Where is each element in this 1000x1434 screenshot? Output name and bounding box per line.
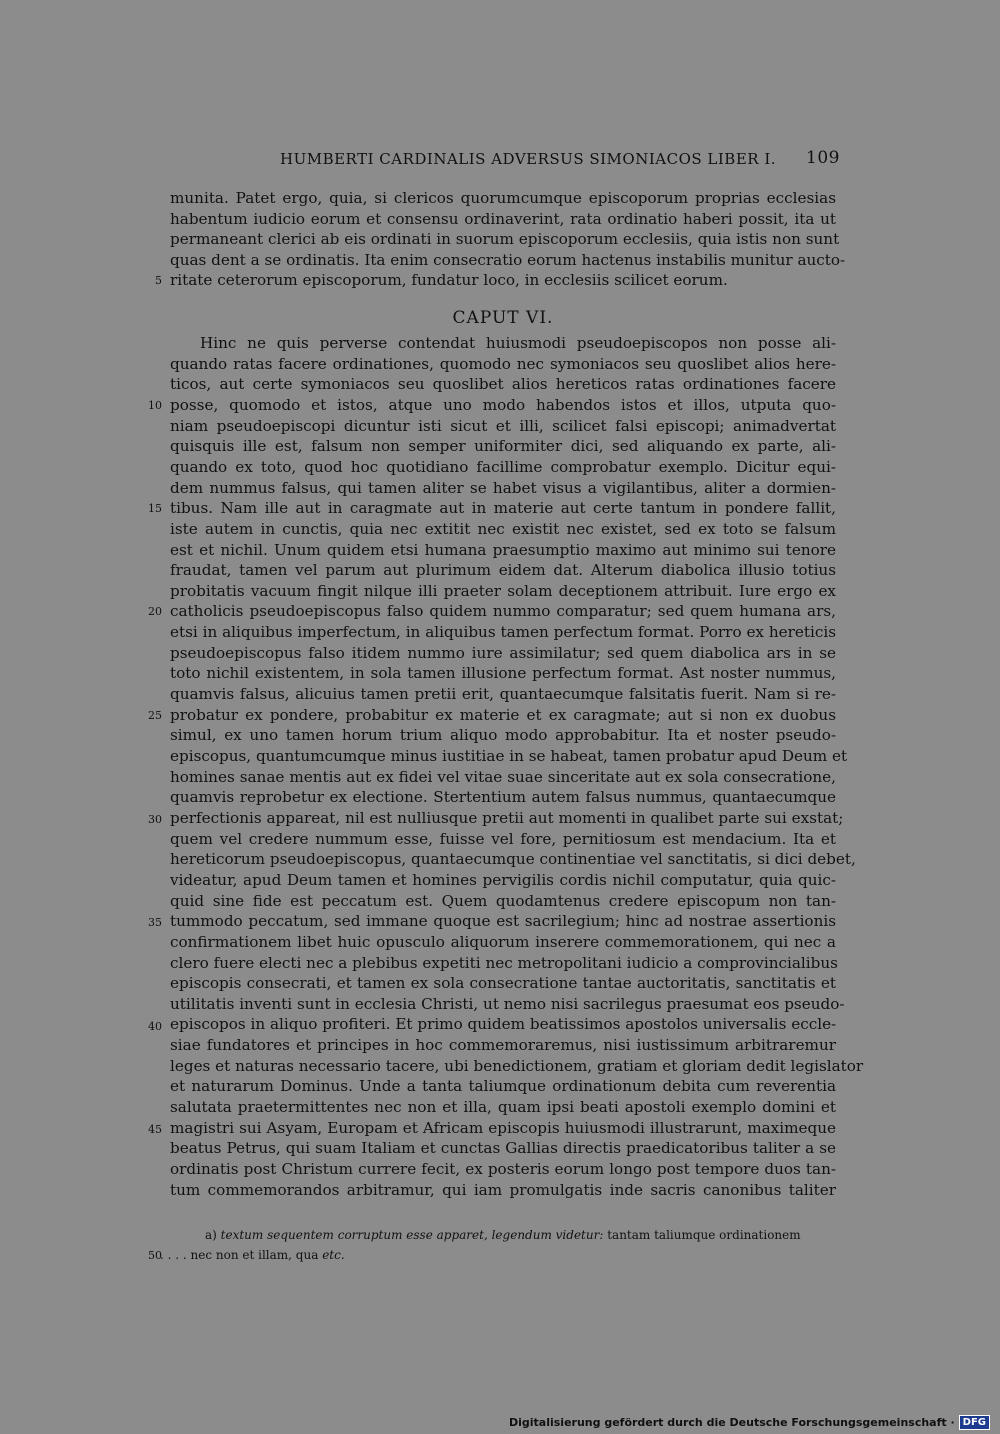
line-number: 35 xyxy=(148,916,162,929)
footnote-etc: etc. xyxy=(322,1248,345,1262)
chapter-heading: CAPUT VI. xyxy=(452,308,554,328)
text-line: ticos, aut certe symoniacos seu quoslibet alios hereticos ratas ordinationes facere xyxy=(170,375,836,394)
text-line: perfectionis appareat, nil est nulliusque pretii aut momenti in qualibet parte sui exstat; xyxy=(170,808,844,827)
text-line: episcopus, quantumcumque minus iustitiae in se habeat, tamen probatur apud Deum et xyxy=(170,747,848,765)
text-line: habentum iudicio eorum et consensu ordinaverint, rata ordinatio haberi possit, ita ut xyxy=(170,209,836,228)
line-number: 25 xyxy=(148,709,162,722)
page-header xyxy=(280,150,840,172)
text-line: confirmationem libet huic opusculo aliquorum inserere commemorationem, qui nec a xyxy=(170,932,836,951)
line-number: 20 xyxy=(148,605,162,618)
text-line: clero fuere electi nec a plebibus expetiti nec metropolitani iudicio a comprovincialibus xyxy=(170,953,838,972)
text-line: videatur, apud Deum tamen et homines pervigilis cordis nichil computatur, quia quic- xyxy=(170,870,836,889)
text-line: leges et naturas necessario tacere, ubi benedictionem, gratiam et gloriam dedit legislator xyxy=(170,1056,864,1075)
text-line: quid sine fide est peccatum est. Quem quodamtenus credere episcopum non tan- xyxy=(170,891,836,910)
text-line: homines sanae mentis aut ex fidei vel vitae suae sinceritate aut ex sola consecratione, xyxy=(170,767,836,786)
footnote-marker: a) xyxy=(205,1228,217,1242)
text-line: fraudat, tamen vel parum aut plurimum eidem dat. Alterum diabolica illusio totius xyxy=(170,561,836,580)
text-line: quisquis ille est, falsum non semper uniformiter dici, sed aliquando ex parte, ali- xyxy=(170,437,836,456)
footnote-text-1: tantam taliumque ordinationem xyxy=(607,1228,801,1242)
text-line: dem nummus falsus, qui tamen aliter se habet visus a vigilantibus, aliter a dormien- xyxy=(170,478,836,497)
page-number: 109 xyxy=(806,148,840,168)
text-line: catholicis pseudoepiscopus falso quidem nummo comparatur; sed quem humana ars, xyxy=(170,602,836,621)
text-line: utilitatis inventi sunt in ecclesia Christi, ut nemo nisi sacrilegus praesumat eos pseudo- xyxy=(170,994,845,1013)
line-number: 15 xyxy=(148,502,162,515)
text-line: permaneant clerici ab eis ordinati in suorum episcoporum ecclesiis, quia istis non sunt xyxy=(170,230,840,249)
text-line: posse, quomodo et istos, atque uno modo habendos istos et illos, utputa quo- xyxy=(170,395,836,414)
line-number: 45 xyxy=(148,1123,162,1136)
text-line: magistri sui Asyam, Europam et Africam episcopis huiusmodi illustrarunt, maximeque xyxy=(170,1118,836,1137)
text-line: quando ex toto, quod hoc quotidiano facillime comprobatur exemplo. Dicitur equi- xyxy=(170,457,836,476)
text-line: Hinc ne quis perverse contendat huiusmodi pseudoepiscopos non posse ali- xyxy=(200,334,836,352)
text-line: quando ratas facere ordinationes, quomodo nec symoniacos seu quoslibet alios here- xyxy=(170,354,836,373)
text-line: ritate ceterorum episcoporum, fundatur loco, in ecclesiis scilicet eorum. xyxy=(170,271,728,290)
text-line: beatus Petrus, qui suam Italiam et cunctas Gallias directis praedicatoribus taliter a se xyxy=(170,1139,836,1158)
running-title: HUMBERTI CARDINALIS ADVERSUS SIMONIACOS LIBER I. xyxy=(280,150,777,168)
text-line: probitatis vacuum fingit nilque illi praeter solam deceptionem attribuit. Iure ergo ex xyxy=(170,581,836,600)
footnote-text-2: . . . . nec non et illam, qua xyxy=(160,1248,319,1262)
text-line: hereticorum pseudoepiscopus, quantaecumque continentiae vel sanctitatis, si dici debet, xyxy=(170,850,856,869)
text-line: episcopis consecrati, et tamen ex sola consecratione tantae auctoritatis, sanctitatis et xyxy=(170,974,836,993)
text-line: pseudoepiscopus falso itidem nummo iure assimilatur; sed quem diabolica ars in se xyxy=(170,643,836,662)
text-line: iste autem in cunctis, quia nec extitit nec existit nec existet, sed ex toto se falsum xyxy=(170,519,836,538)
text-line: munita. Patet ergo, quia, si clericos quorumcumque episcoporum proprias ecclesias xyxy=(170,189,836,207)
dfg-logo-icon: DFG xyxy=(959,1415,990,1430)
text-line: quamvis falsus, alicuius tamen pretii erit, quantaecumque falsitatis fuerit. Nam si re- xyxy=(170,685,836,704)
footnote-line-1 xyxy=(205,1226,801,1244)
line-number: 30 xyxy=(148,813,162,826)
line-number: 10 xyxy=(148,399,162,412)
text-line: probatur ex pondere, probabitur ex materie et ex caragmate; aut si non ex duobus xyxy=(170,705,836,724)
line-number: 5 xyxy=(155,274,162,287)
text-line: quas dent a se ordinatis. Ita enim consecratio eorum hactenus instabilis munitur aucto- xyxy=(170,250,846,269)
text-line: et naturarum Dominus. Unde a tanta taliumque ordinationum debita cum reverentia xyxy=(170,1077,836,1096)
text-line: quem vel credere nummum esse, fuisse vel fore, pernitiosum est mendacium. Ita et xyxy=(170,829,836,848)
text-line: est et nichil. Unum quidem etsi humana praesumptio maximo aut minimo sui tenore xyxy=(170,540,836,559)
text-line: episcopos in aliquo profiteri. Et primo quidem beatissimos apostolos universalis eccle- xyxy=(170,1015,837,1034)
text-line: tummodo peccatum, sed immane quoque est sacrilegium; hinc ad nostrae assertionis xyxy=(170,912,836,931)
text-line: tibus. Nam ille aut in caragmate aut in materie aut certe tantum in pondere fallit, xyxy=(170,499,836,518)
footnote-italic: textum sequentem corruptum esse apparet, legendum videtur: xyxy=(220,1228,604,1242)
text-line: quamvis reprobetur ex electione. Stertentium autem falsus nummus, quantaecumque xyxy=(170,788,836,807)
text-line: tum commemorandos arbitramur, qui iam promulgatis inde sacris canonibus taliter xyxy=(170,1180,836,1199)
text-line: siae fundatores et principes in hoc commemoraremus, nisi iustissimum arbitraremur xyxy=(170,1036,836,1055)
text-line: salutata praetermittentes nec non et illa, quam ipsi beati apostoli exemplo domini et xyxy=(170,1098,836,1117)
line-number: 40 xyxy=(148,1020,162,1033)
text-line: simul, ex uno tamen horum trium aliquo modo approbabitur. Ita et noster pseudo- xyxy=(170,726,836,745)
footnote-line-2 xyxy=(160,1246,345,1264)
digitization-credit xyxy=(509,1414,990,1430)
text-line: ordinatis post Christum currere fecit, ex posteris eorum longo post tempore duos tan- xyxy=(170,1160,836,1178)
text-line: etsi in aliquibus imperfectum, in aliquibus tamen perfectum format. Porro ex hereticis xyxy=(170,623,836,642)
text-line: niam pseudoepiscopi dicuntur isti sicut et illi, scilicet falsi episcopi; animadvertat xyxy=(170,416,836,435)
text-line: toto nichil existentem, in sola tamen illusione perfectum format. Ast noster nummus, xyxy=(170,664,836,683)
credit-text: Digitalisierung gefördert durch die Deutsche Forschungsgemeinschaft · xyxy=(508,1415,955,1429)
line-number: 50 xyxy=(148,1249,162,1262)
